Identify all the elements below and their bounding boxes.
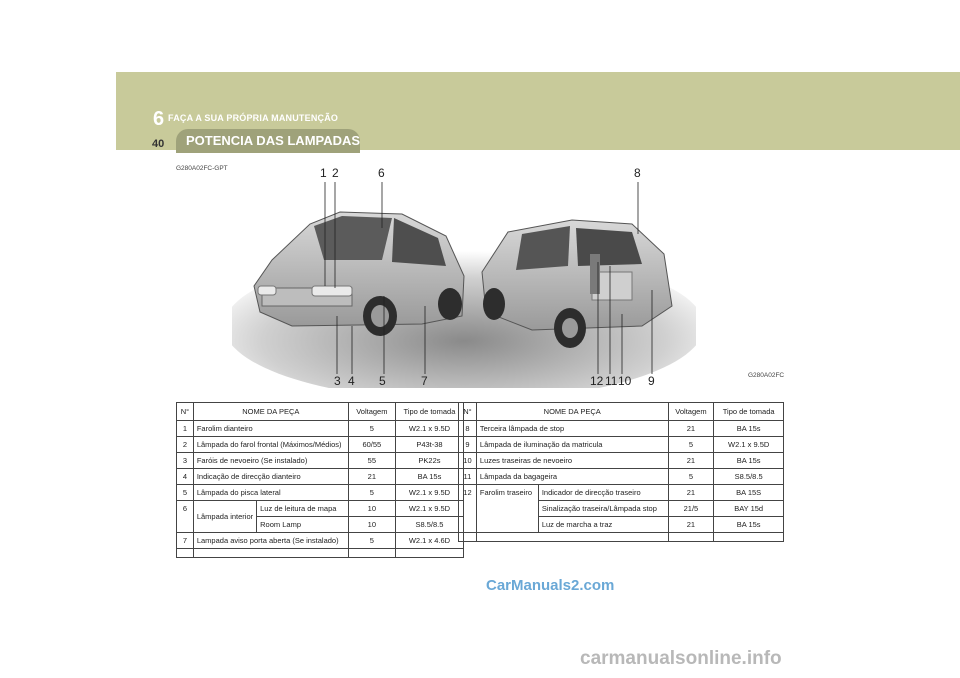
header-voltage: Voltagem xyxy=(668,403,714,421)
row-voltage: 5 xyxy=(668,437,714,453)
table-row xyxy=(177,485,464,501)
table-row xyxy=(177,421,464,437)
bulb-table-rear xyxy=(458,402,784,542)
table-row xyxy=(177,469,464,485)
table-row xyxy=(177,453,464,469)
row-socket: BA 15s xyxy=(714,517,784,533)
callout-12: 12 xyxy=(590,374,604,388)
row-name: Terceira lâmpada de stop xyxy=(476,421,668,437)
row-socket: BAY 15d xyxy=(714,501,784,517)
table-row xyxy=(177,501,464,517)
table-row-empty xyxy=(459,533,784,542)
row-socket: S8.5/8.5 xyxy=(395,517,463,533)
row-socket: BA 15s xyxy=(714,421,784,437)
row-socket: PK22s xyxy=(395,453,463,469)
callout-3: 3 xyxy=(334,374,341,388)
row-number: 5 xyxy=(177,485,194,501)
chapter-number: 6 xyxy=(153,108,165,130)
row-number: 2 xyxy=(177,437,194,453)
callout-2: 2 xyxy=(332,166,339,180)
callout-11: 11 xyxy=(605,374,618,388)
section-title: POTENCIA DAS LAMPADAS xyxy=(186,133,361,148)
row-socket: BA 15s xyxy=(714,453,784,469)
row-voltage: 55 xyxy=(348,453,395,469)
row-socket: BA 15s xyxy=(395,469,463,485)
row-voltage: 21 xyxy=(348,469,395,485)
row-voltage: 5 xyxy=(348,533,395,549)
table-row xyxy=(459,453,784,469)
row-number: 8 xyxy=(459,421,477,437)
row-voltage: 21 xyxy=(668,453,714,469)
row-name: Lâmpada do pisca lateral xyxy=(193,485,348,501)
car-lamps-illustration xyxy=(232,176,696,388)
page-number: 40 xyxy=(152,138,165,150)
row-subname: Room Lamp xyxy=(257,517,349,533)
table-row xyxy=(459,421,784,437)
table-header-row xyxy=(177,403,464,421)
row-number: 9 xyxy=(459,437,477,453)
table-header-row xyxy=(459,403,784,421)
row-name: Lâmpada do farol frontal (Máximos/Médios) xyxy=(193,437,348,453)
row-name: Lâmpada da bagageira xyxy=(476,469,668,485)
row-socket: W2.1 x 9.5D xyxy=(395,485,463,501)
row-voltage: 10 xyxy=(348,517,395,533)
row-number: 4 xyxy=(177,469,194,485)
row-name: Lâmpada de iluminação da matricula xyxy=(476,437,668,453)
row-socket: S8.5/8.5 xyxy=(714,469,784,485)
row-number: 1 xyxy=(177,421,194,437)
row-name: Faróis de nevoeiro (Se instalado) xyxy=(193,453,348,469)
row-voltage: 21/5 xyxy=(668,501,714,517)
callout-4: 4 xyxy=(348,374,355,388)
row-subname: Luz de marcha a traz xyxy=(538,517,668,533)
row-number: 6 xyxy=(177,501,194,533)
row-number: 10 xyxy=(459,453,477,469)
header-part-name: NOME DA PEÇA xyxy=(193,403,348,421)
row-subname: Luz de leitura de mapa xyxy=(257,501,349,517)
callout-9: 9 xyxy=(648,374,655,388)
table-row xyxy=(459,485,784,501)
row-number: 3 xyxy=(177,453,194,469)
header-voltage: Voltagem xyxy=(348,403,395,421)
watermark-brand: CarManuals2.com xyxy=(486,577,615,594)
figure-code-top: G280A02FC-GPT xyxy=(176,165,228,172)
row-voltage: 21 xyxy=(668,517,714,533)
bulb-table-front xyxy=(176,402,464,558)
row-voltage: 5 xyxy=(348,421,395,437)
row-socket: W2.1 x 9.5D xyxy=(395,421,463,437)
row-group-name: Farolim traseiro xyxy=(476,485,538,533)
header-socket: Tipo de tomada xyxy=(714,403,784,421)
row-voltage: 60/55 xyxy=(348,437,395,453)
header-number: N° xyxy=(459,403,477,421)
row-number: 7 xyxy=(177,533,194,549)
callout-1: 1 xyxy=(320,166,327,180)
table-row xyxy=(177,533,464,549)
callout-7: 7 xyxy=(421,374,428,388)
row-name: Lampada aviso porta aberta (Se instalado) xyxy=(193,533,348,549)
row-voltage: 5 xyxy=(668,469,714,485)
row-voltage: 5 xyxy=(348,485,395,501)
table-row xyxy=(177,437,464,453)
table-row-empty xyxy=(177,549,464,558)
callout-10: 10 xyxy=(618,374,632,388)
row-voltage: 21 xyxy=(668,485,714,501)
row-socket: P43t-38 xyxy=(395,437,463,453)
row-number: 11 xyxy=(459,469,477,485)
row-name: Luzes traseiras de nevoeiro xyxy=(476,453,668,469)
row-socket: W2.1 x 9.5D xyxy=(714,437,784,453)
figure-code-bottom: G280A02FC xyxy=(748,372,785,379)
row-voltage: 21 xyxy=(668,421,714,437)
header-socket: Tipo de tomada xyxy=(395,403,463,421)
row-number: 12 xyxy=(459,485,477,533)
table-row xyxy=(459,469,784,485)
row-socket: W2.1 x 4.6D xyxy=(395,533,463,549)
row-voltage: 10 xyxy=(348,501,395,517)
row-socket: BA 15S xyxy=(714,485,784,501)
header-part-name: NOME DA PEÇA xyxy=(476,403,668,421)
row-group-name: Lâmpada interior xyxy=(193,501,256,533)
row-socket: W2.1 x 9.5D xyxy=(395,501,463,517)
row-subname: Sinalização traseira/Lâmpada stop xyxy=(538,501,668,517)
callout-5: 5 xyxy=(379,374,386,388)
callout-8: 8 xyxy=(634,166,641,180)
callout-6: 6 xyxy=(378,166,385,180)
row-name: Indicação de direcção dianteiro xyxy=(193,469,348,485)
header-number: N° xyxy=(177,403,194,421)
front-car xyxy=(254,212,464,336)
row-name: Farolim dianteiro xyxy=(193,421,348,437)
chapter-title: FAÇA A SUA PRÓPRIA MANUTENÇÃO xyxy=(168,113,339,123)
watermark-footer: carmanualsonline.info xyxy=(580,648,782,669)
table-row xyxy=(459,437,784,453)
row-subname: Indicador de direcção traseiro xyxy=(538,485,668,501)
